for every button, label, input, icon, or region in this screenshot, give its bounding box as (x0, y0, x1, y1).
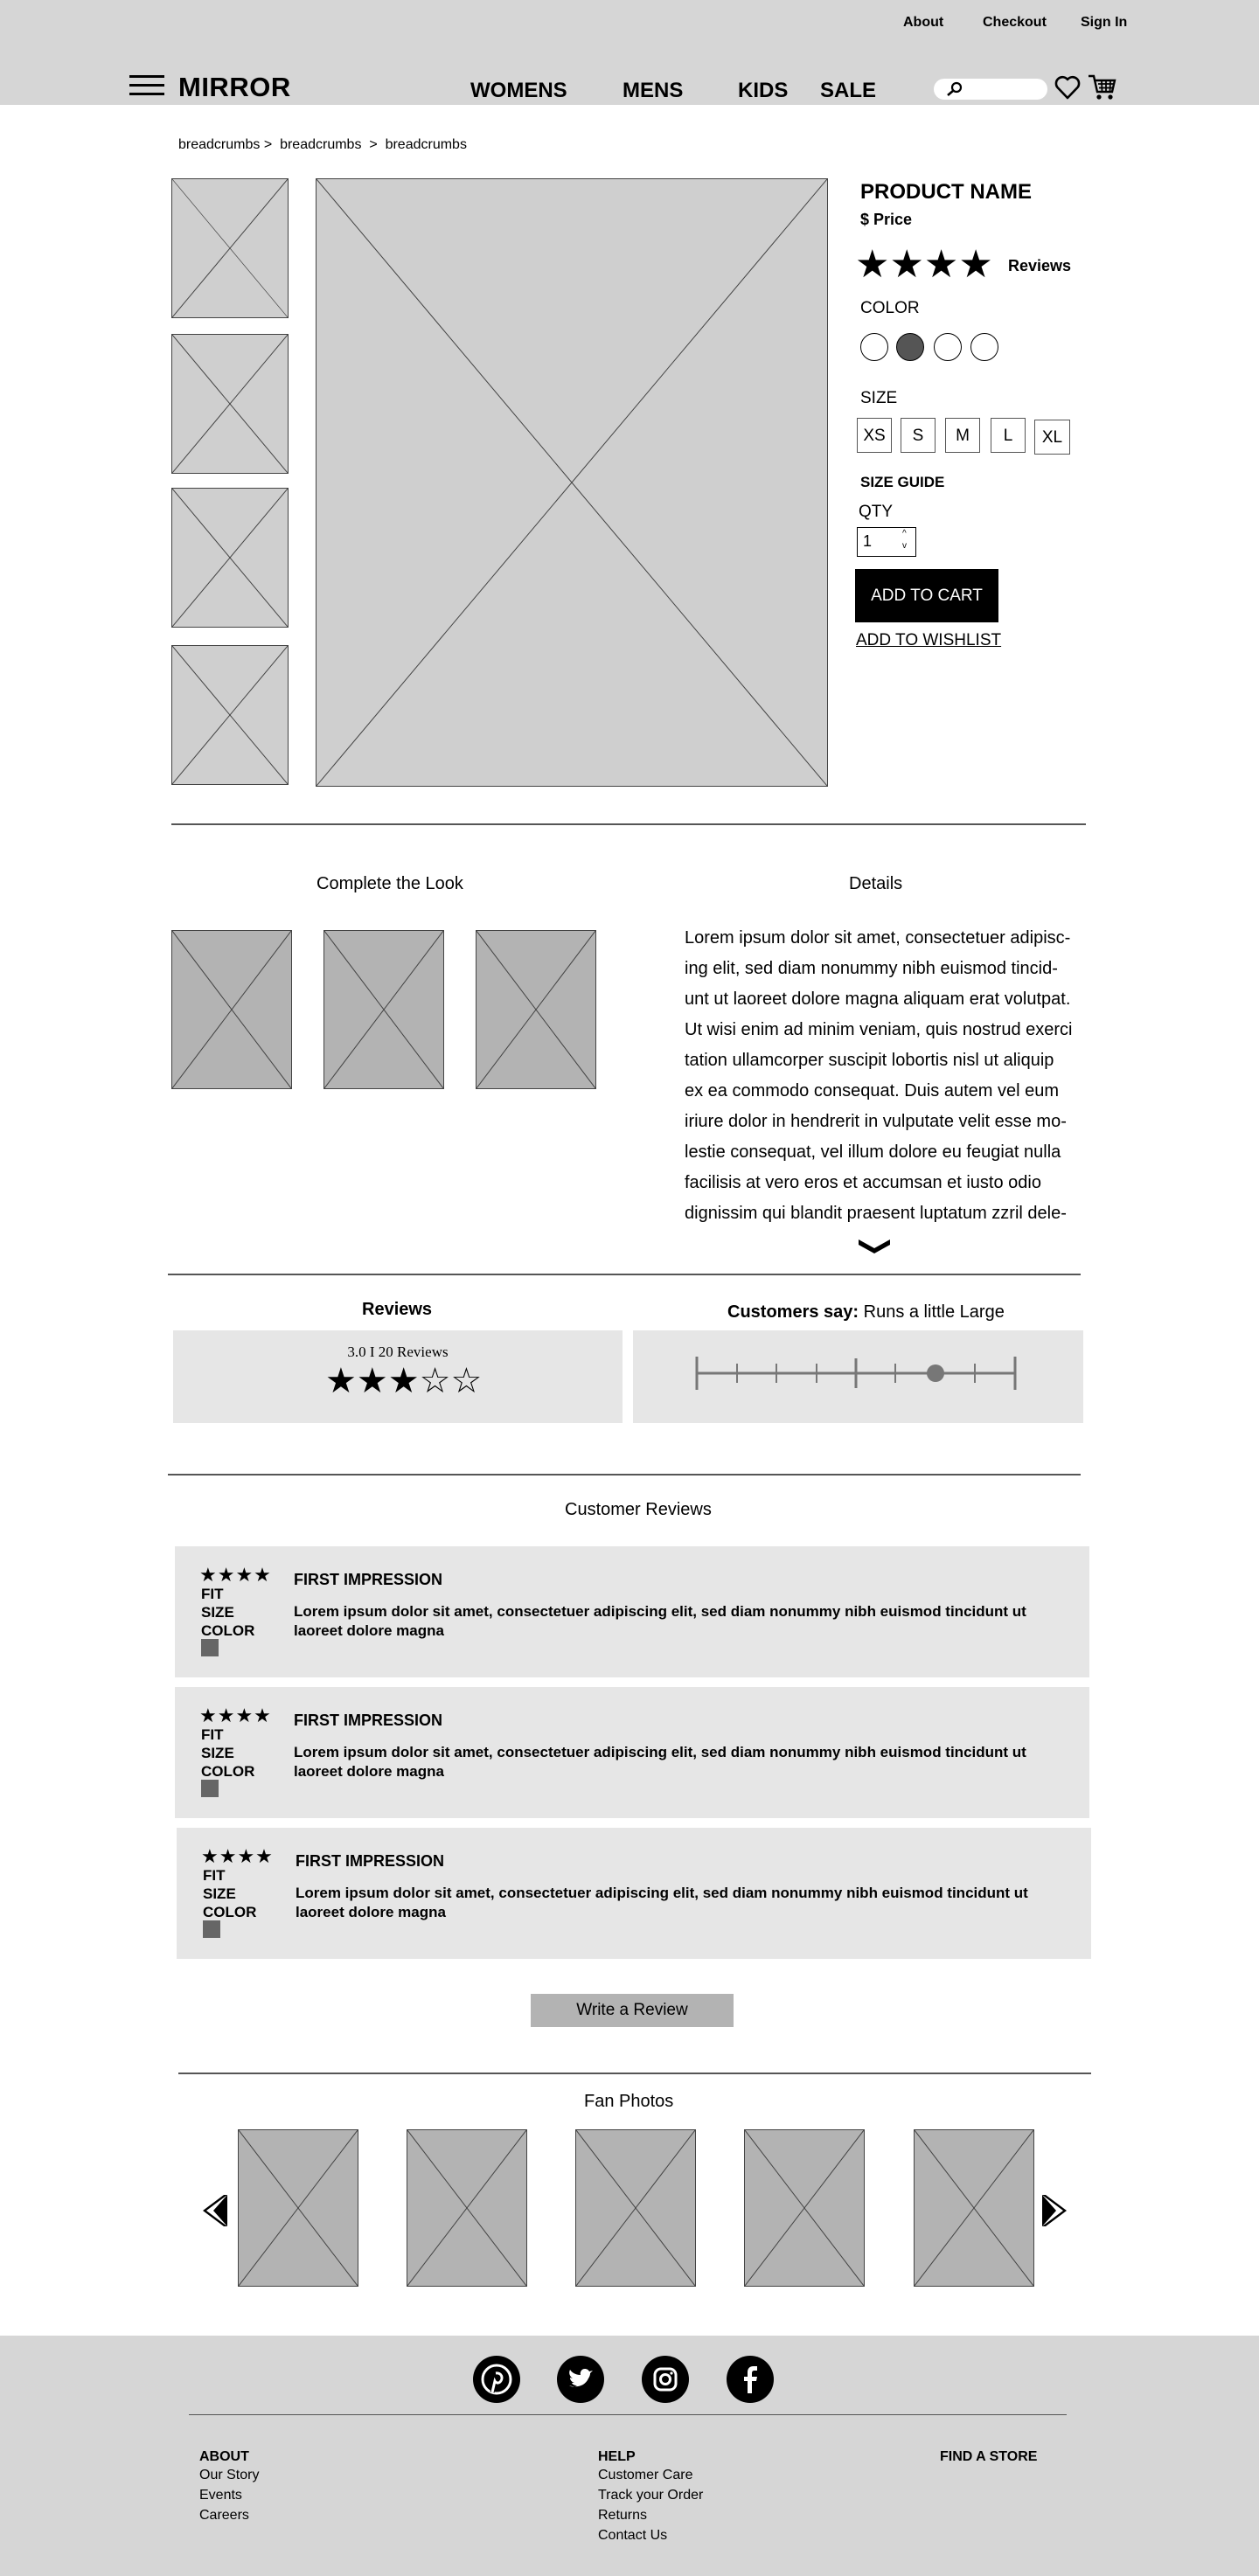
star-filled-icon: ★ (923, 243, 959, 286)
review-color-swatch (203, 1920, 220, 1938)
size-option-m[interactable]: M (945, 418, 980, 453)
write-review-button[interactable]: Write a Review (531, 1994, 734, 2027)
product-name: PRODUCT NAME (860, 180, 1032, 204)
review-color-swatch (201, 1639, 219, 1656)
fan-photo[interactable] (238, 2129, 358, 2287)
star-filled-icon: ★ (855, 243, 890, 286)
logo[interactable]: MIRROR (178, 72, 291, 102)
quantity-stepper[interactable] (857, 527, 916, 557)
color-swatch[interactable] (934, 333, 962, 361)
add-to-wishlist-link[interactable]: ADD TO WISHLIST (856, 631, 1002, 649)
sign-in-link[interactable]: Sign In (1081, 15, 1128, 30)
main-product-image[interactable] (316, 178, 828, 787)
review-title: FIRST IMPRESSION (294, 1571, 443, 1588)
twitter-icon[interactable] (557, 2356, 604, 2403)
footer-about (199, 2449, 259, 2525)
star-filled-icon: ★ (325, 1362, 357, 1400)
find-store-link[interactable]: FIND A STORE (940, 2449, 1038, 2464)
reviews-link[interactable]: Reviews (1008, 257, 1072, 274)
fan-photo[interactable] (914, 2129, 1034, 2287)
divider (168, 1474, 1081, 1475)
details-line: Lorem ipsum dolor sit amet, consectetuer adipisc- (685, 928, 1071, 948)
breadcrumb-link[interactable]: breadcrumbs (178, 137, 261, 152)
footer-about-heading: ABOUT (199, 2449, 249, 2464)
size-option-s[interactable]: S (901, 418, 936, 453)
review-title: FIRST IMPRESSION (296, 1852, 445, 1870)
star-empty-icon: ☆ (450, 1362, 483, 1400)
details-line: facilisis at vero eros et accumsan et iusto odio (685, 1173, 1041, 1192)
review-size-label: SIZE (201, 1745, 234, 1761)
size-option-xl[interactable]: XL (1034, 420, 1070, 455)
footer-help (598, 2449, 703, 2545)
review-body (294, 1602, 1037, 1641)
review-body (296, 1884, 1039, 1922)
review-body (294, 1743, 1037, 1781)
menu-icon[interactable] (129, 75, 164, 101)
fit-summary-value: Runs a little Large (863, 1302, 1005, 1322)
footer-link-our-story[interactable]: Our Story (199, 2468, 260, 2482)
product-rating[interactable] (855, 243, 993, 286)
nav-kids[interactable]: KIDS (738, 79, 789, 102)
review-line: laoreet dolore magna (294, 1622, 444, 1639)
thumbnail-image[interactable] (171, 488, 289, 628)
size-option-l[interactable]: L (991, 418, 1026, 453)
about-link[interactable]: About (903, 15, 944, 30)
product-price: $ Price (860, 211, 913, 228)
details-title: Details (849, 874, 903, 893)
heart-icon[interactable] (1054, 75, 1081, 100)
star-filled-icon: ★ (958, 243, 993, 286)
divider (189, 2414, 1067, 2415)
footer-link-returns[interactable]: Returns (598, 2508, 648, 2523)
details-line: Ut wisi enim ad minim veniam, quis nostrud exerci (685, 1020, 1073, 1039)
review-stars: ★★★★ (199, 1705, 272, 1726)
qty-label: QTY (859, 503, 894, 521)
star-filled-icon: ★ (889, 243, 924, 286)
review-line: laoreet dolore magna (294, 1763, 444, 1780)
complete-look-image[interactable] (476, 930, 596, 1089)
review-title: FIRST IMPRESSION (294, 1712, 443, 1729)
review-line: Lorem ipsum dolor sit amet, consectetuer adipiscing elit, sed diam nonummy nibh euismod tincidunt ut (294, 1603, 1026, 1620)
pinterest-icon[interactable] (473, 2356, 520, 2403)
review-color-label: COLOR (201, 1763, 255, 1780)
review-fit-label: FIT (201, 1586, 224, 1602)
quantity-value: 1 (863, 532, 873, 550)
chevron-up-icon[interactable]: ^ (902, 529, 907, 538)
fit-scale-marker (927, 1364, 944, 1382)
footer-link-track-order[interactable]: Track your Order (598, 2488, 704, 2503)
details-line: dignissim qui blandit praesent luptatum zzril dele- (685, 1204, 1067, 1223)
color-label: COLOR (860, 299, 920, 317)
review-card (177, 1828, 1091, 1959)
review-color-swatch (201, 1780, 219, 1797)
nav-womens[interactable]: WOMENS (470, 79, 567, 102)
chevron-down-icon[interactable] (857, 1236, 892, 1255)
star-filled-icon: ★ (387, 1362, 420, 1400)
review-stars: ★★★★ (201, 1845, 274, 1867)
review-stars: ★★★★ (199, 1564, 272, 1586)
nav-mens[interactable]: MENS (623, 79, 684, 102)
breadcrumb-link[interactable]: breadcrumbs (385, 137, 467, 152)
cart-icon[interactable] (1088, 73, 1117, 101)
review-line: Lorem ipsum dolor sit amet, consectetuer adipiscing elit, sed diam nonummy nibh euismod tincidunt ut (296, 1885, 1028, 1901)
chevron-right-icon[interactable] (1040, 2193, 1068, 2228)
details-line: iriure dolor in hendrerit in vulputate velit esse mo- (685, 1112, 1067, 1131)
color-swatch[interactable] (860, 333, 888, 361)
fit-scale-panel (633, 1330, 1083, 1423)
star-empty-icon: ☆ (419, 1362, 451, 1400)
complete-look-title: Complete the Look (316, 874, 463, 893)
review-fit-label: FIT (201, 1726, 224, 1743)
add-to-cart-button[interactable]: ADD TO CART (855, 569, 998, 622)
footer-help-heading: HELP (598, 2449, 636, 2464)
star-filled-icon: ★ (356, 1362, 388, 1400)
search-icon (946, 81, 963, 97)
complete-look-image[interactable] (171, 930, 292, 1089)
complete-look-image[interactable] (323, 930, 444, 1089)
fan-photo[interactable] (407, 2129, 527, 2287)
review-color-label: COLOR (203, 1904, 257, 1920)
breadcrumb-separator: > (369, 137, 378, 152)
breadcrumb-separator: > (263, 137, 273, 152)
details-text (685, 923, 1087, 1229)
instagram-icon[interactable] (642, 2356, 689, 2403)
footer-link-customer-care[interactable]: Customer Care (598, 2468, 693, 2482)
thumbnail-image[interactable] (171, 334, 289, 474)
fit-summary-title (727, 1302, 1005, 1323)
footer-link-careers[interactable]: Careers (199, 2508, 249, 2523)
footer-link-contact-us[interactable]: Contact Us (598, 2528, 668, 2543)
footer-link-events[interactable]: Events (199, 2488, 242, 2503)
divider (168, 1274, 1081, 1275)
reviews-score-panel (173, 1330, 623, 1423)
details-line: unt ut laoreet dolore magna aliquam erat volutpat. (685, 989, 1071, 1009)
details-line: ex ea commodo consequat. Duis autem vel eum (685, 1081, 1059, 1101)
color-swatch[interactable] (970, 333, 998, 361)
facebook-icon[interactable] (727, 2356, 774, 2403)
review-color-label: COLOR (201, 1622, 255, 1639)
size-label: SIZE (860, 389, 898, 407)
reviews-title: Reviews (362, 1300, 433, 1319)
review-card (175, 1546, 1089, 1677)
fan-photo[interactable] (744, 2129, 865, 2287)
review-size-label: SIZE (201, 1604, 234, 1621)
divider (171, 823, 1086, 825)
size-guide-link[interactable]: SIZE GUIDE (860, 474, 945, 490)
nav-sale[interactable]: SALE (820, 79, 877, 102)
chevron-left-icon[interactable] (201, 2193, 229, 2228)
fit-scale (694, 1351, 1026, 1395)
divider (178, 2073, 1091, 2074)
search-input[interactable] (934, 79, 1047, 100)
thumbnail-image[interactable] (171, 645, 289, 785)
review-line: Lorem ipsum dolor sit amet, consectetuer adipiscing elit, sed diam nonummy nibh euismod tincidunt ut (294, 1744, 1026, 1760)
review-size-label: SIZE (203, 1885, 236, 1902)
customer-reviews-title: Customer Reviews (565, 1500, 712, 1519)
chevron-down-icon[interactable]: v (902, 541, 907, 551)
thumbnail-image[interactable] (171, 178, 289, 318)
fit-summary-prefix: Customers say: (727, 1302, 859, 1322)
size-option-xs[interactable]: XS (857, 418, 892, 453)
breadcrumb-link[interactable]: breadcrumbs (280, 137, 362, 152)
review-stars (325, 1364, 482, 1399)
review-score: 3.0 I 20 Reviews (347, 1344, 449, 1360)
review-fit-label: FIT (203, 1867, 226, 1884)
fan-photo[interactable] (575, 2129, 696, 2287)
breadcrumb (178, 137, 467, 153)
details-line: ing elit, sed diam nonummy nibh euismod tincid- (685, 959, 1058, 978)
details-line: tation ullamcorper suscipit lobortis nisl ut aliquip (685, 1051, 1054, 1070)
fan-photos-title: Fan Photos (584, 2092, 674, 2111)
color-swatch-selected[interactable] (896, 333, 924, 361)
checkout-link[interactable]: Checkout (983, 15, 1047, 30)
review-card (175, 1687, 1089, 1818)
details-line: lestie consequat, vel illum dolore eu feugiat nulla (685, 1142, 1061, 1162)
review-line: laoreet dolore magna (296, 1904, 446, 1920)
